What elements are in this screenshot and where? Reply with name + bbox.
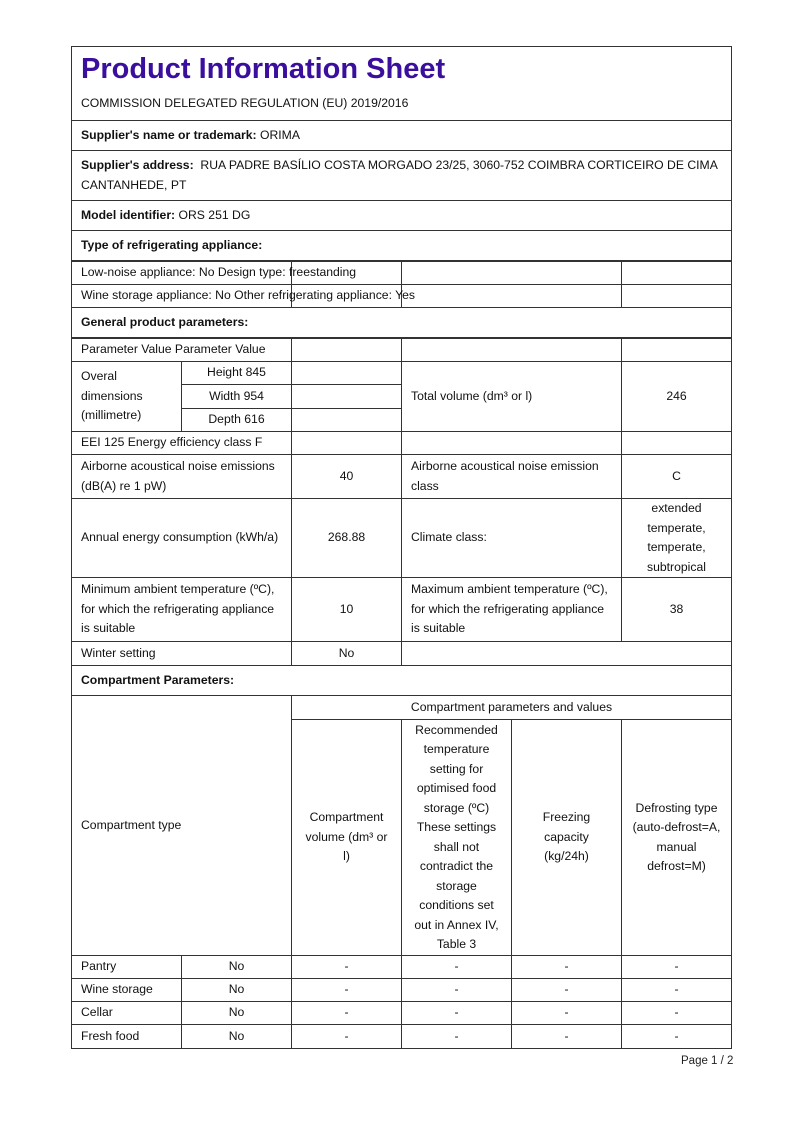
cell bbox=[401, 641, 732, 666]
cell bbox=[401, 261, 622, 285]
general-heading: General product parameters: bbox=[71, 307, 732, 338]
model-row bbox=[71, 200, 732, 231]
compartment-freezing: - bbox=[511, 1001, 622, 1025]
type-row-1-text: Low-noise appliance: No Design type: freestanding bbox=[81, 265, 357, 280]
compartment-defrost: - bbox=[621, 1001, 732, 1025]
regulation-text: COMMISSION DELEGATED REGULATION (EU) 2019/2016 bbox=[81, 96, 409, 110]
compartment-name: Pantry bbox=[71, 955, 182, 979]
supplier-address-row bbox=[71, 150, 732, 201]
winter-value: No bbox=[291, 641, 402, 666]
compartment-temp: - bbox=[401, 1024, 512, 1049]
compartment-present: No bbox=[181, 1024, 292, 1049]
cell bbox=[621, 261, 732, 285]
cell bbox=[621, 431, 732, 455]
type-heading: Type of refrigerating appliance: bbox=[71, 230, 732, 261]
supplier-name-value: ORIMA bbox=[256, 127, 300, 142]
width-value: Width 954 bbox=[181, 384, 292, 409]
cell bbox=[291, 431, 402, 455]
compartment-temp: - bbox=[401, 978, 512, 1002]
compartment-defrost: - bbox=[621, 955, 732, 979]
supplier-name-row bbox=[71, 120, 732, 151]
noise-value: 40 bbox=[291, 454, 402, 499]
noise-class-value: C bbox=[621, 454, 732, 499]
supplier-address-value: RUA PADRE BASÍLIO COSTA MORGADO 23/25, 3060-752 COIMBRA CORTICEIRO DE CIMA CANTANHEDE, PT bbox=[81, 158, 721, 192]
compartment-freezing: - bbox=[511, 1024, 622, 1049]
cell bbox=[291, 384, 402, 409]
col-freezing-header: Freezing capacity (kg/24h) bbox=[511, 719, 622, 956]
cell bbox=[621, 284, 732, 308]
cell bbox=[291, 338, 402, 362]
page-title: Product Information Sheet bbox=[81, 53, 446, 85]
col-defrost-header: Defrosting type (auto-defrost=A, manual defrost=M) bbox=[621, 719, 732, 956]
compartment-type-header: Compartment type bbox=[71, 695, 292, 956]
compartment-name: Wine storage bbox=[71, 978, 182, 1002]
max-temp-value: 38 bbox=[621, 577, 732, 642]
col-temp-header: Recommended temperature setting for optimised food storage (ºC) These settings shall not contradict the storage conditions set out in Annex IV, Table 3 bbox=[401, 719, 512, 956]
col-volume-header: Compartment volume (dm³ or l) bbox=[291, 719, 402, 956]
compartment-present: No bbox=[181, 955, 292, 979]
compartment-group-header: Compartment parameters and values bbox=[291, 695, 732, 720]
model-label: Model identifier: bbox=[81, 207, 176, 222]
total-volume-value: 246 bbox=[621, 361, 732, 432]
climate-value: extended temperate, temperate, subtropical bbox=[621, 498, 732, 578]
title-block bbox=[71, 46, 732, 121]
type-row-2-text: Wine storage appliance: No Other refrigerating appliance: Yes bbox=[81, 288, 416, 303]
cell bbox=[291, 408, 402, 432]
min-temp-value: 10 bbox=[291, 577, 402, 642]
param-header: Parameter Value Parameter Value bbox=[71, 338, 292, 362]
compartment-heading: Compartment Parameters: bbox=[71, 665, 732, 696]
compartment-volume: - bbox=[291, 978, 402, 1002]
cell bbox=[291, 361, 402, 385]
noise-label: Airborne acoustical noise emissions (dB(A) re 1 pW) bbox=[71, 454, 292, 499]
compartment-freezing: - bbox=[511, 978, 622, 1002]
cell bbox=[401, 284, 622, 308]
compartment-name: Fresh food bbox=[71, 1024, 182, 1049]
compartment-name: Cellar bbox=[71, 1001, 182, 1025]
height-value: Height 845 bbox=[181, 361, 292, 385]
compartment-temp: - bbox=[401, 955, 512, 979]
max-temp-label: Maximum ambient temperature (ºC), for which the refrigerating appliance is suitable bbox=[401, 577, 622, 642]
supplier-name-label: Supplier's name or trademark: bbox=[81, 127, 257, 142]
type-row-1 bbox=[71, 261, 357, 285]
depth-value: Depth 616 bbox=[181, 408, 292, 432]
min-temp-label: Minimum ambient temperature (ºC), for which the refrigerating appliance is suitable bbox=[71, 577, 292, 642]
supplier-address-label: Supplier's address: bbox=[81, 158, 194, 172]
energy-value: 268.88 bbox=[291, 498, 402, 578]
energy-label: Annual energy consumption (kWh/a) bbox=[71, 498, 292, 578]
compartment-present: No bbox=[181, 978, 292, 1002]
model-value: ORS 251 DG bbox=[175, 207, 251, 222]
compartment-freezing: - bbox=[511, 955, 622, 979]
climate-label: Climate class: bbox=[401, 498, 622, 578]
total-volume-label: Total volume (dm³ or l) bbox=[401, 361, 622, 432]
page-number: Page 1 / 2 bbox=[681, 1055, 734, 1067]
cell bbox=[621, 338, 732, 362]
noise-class-label: Airborne acoustical noise emission class bbox=[401, 454, 622, 499]
cell bbox=[401, 431, 622, 455]
winter-label: Winter setting bbox=[71, 641, 292, 666]
type-row-2 bbox=[71, 284, 416, 308]
dimensions-label: Overal dimensions (millimetre) bbox=[71, 361, 182, 432]
compartment-present: No bbox=[181, 1001, 292, 1025]
compartment-volume: - bbox=[291, 1001, 402, 1025]
compartment-volume: - bbox=[291, 955, 402, 979]
compartment-temp: - bbox=[401, 1001, 512, 1025]
compartment-volume: - bbox=[291, 1024, 402, 1049]
eei-row: EEI 125 Energy efficiency class F bbox=[71, 431, 292, 455]
compartment-defrost: - bbox=[621, 1024, 732, 1049]
cell bbox=[401, 338, 622, 362]
compartment-defrost: - bbox=[621, 978, 732, 1002]
